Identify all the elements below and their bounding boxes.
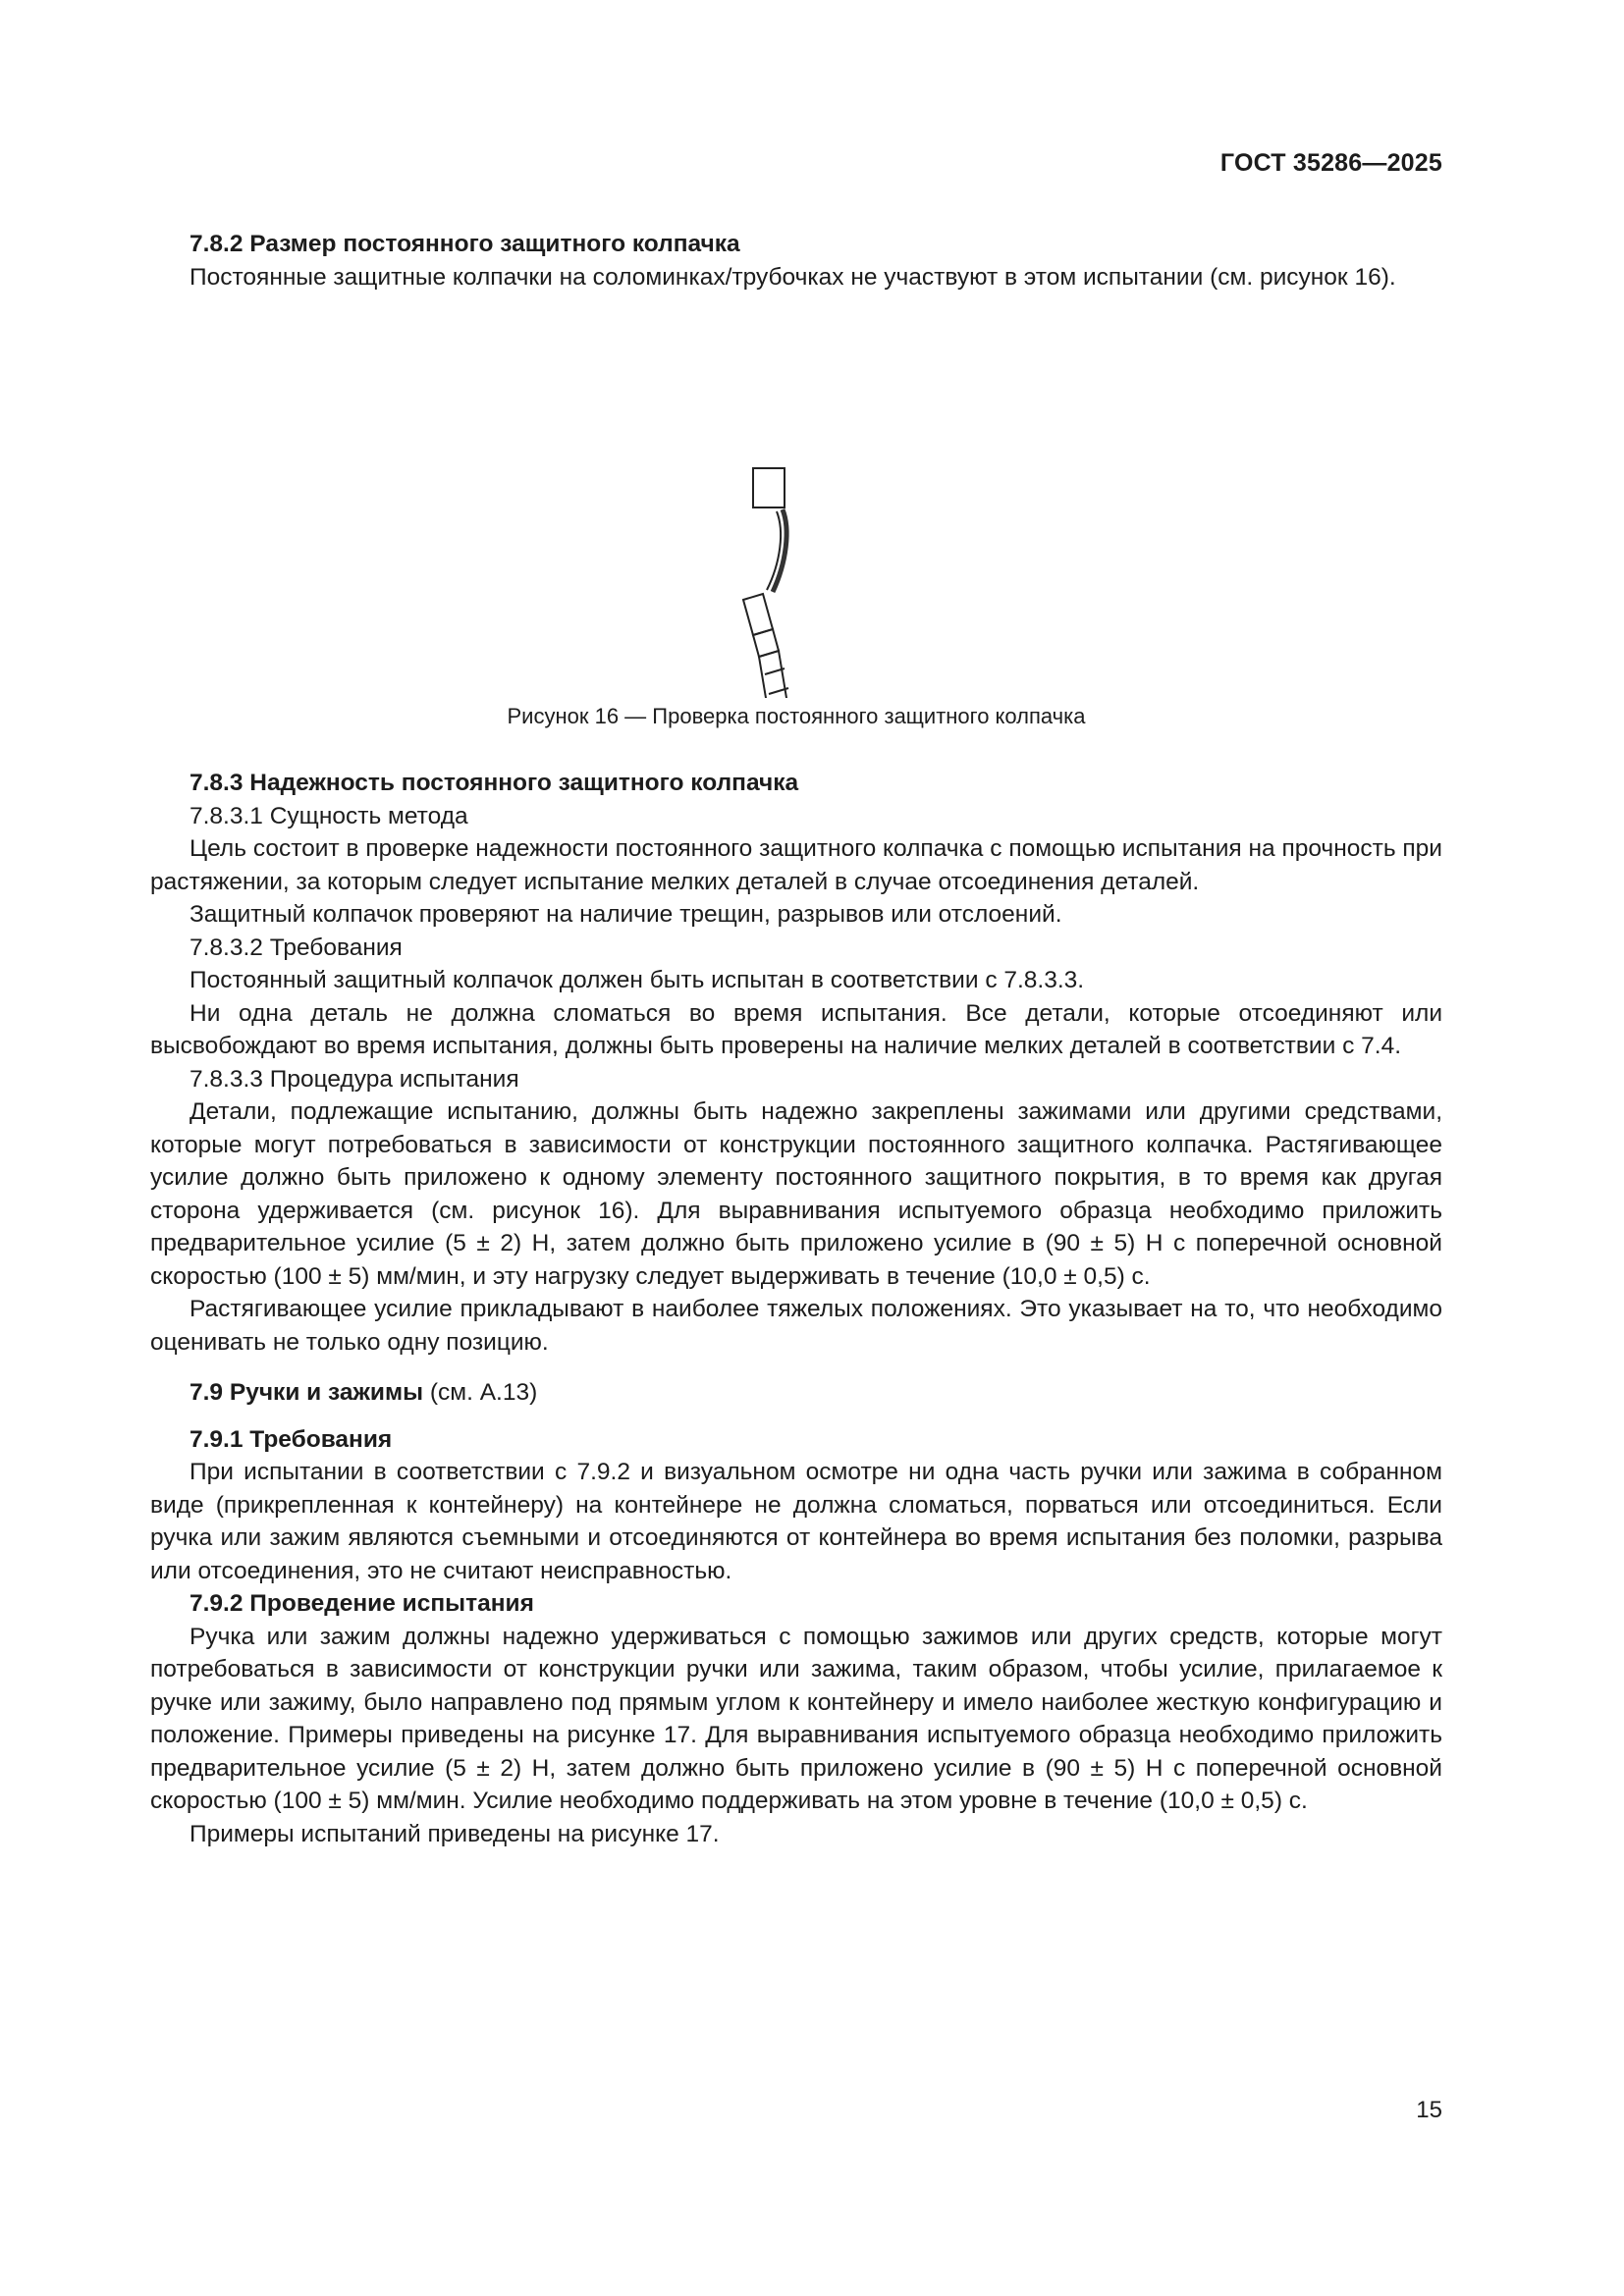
page-content <box>150 228 1442 1850</box>
section-7-9-2-heading: 7.9.2 Проведение испытания <box>189 1590 534 1617</box>
section-7-9-1-heading: 7.9.1 Требования <box>189 1425 393 1453</box>
paragraph: Ручка или зажим должны надежно удерживаться с помощью зажимов или других средств, которые могут потребоваться в зависимости от конструкции ручки или зажима, таким образом, чтобы усилие, прилагаемое к ручке или зажиму, было направлено под прямым углом к контейнеру и имело наиболее жесткую конфигурацию и положение. Примеры приведены на рисунке 17. Для выравнивания испытуемого образца необходимо приложить предварительное усилие (5 ± 2) Н, затем должно быть приложено усилие в (90 ± 5) Н с поперечной основной скоростью (100 ± 5) мм/мин. Усилие необходимо поддерживать на этом уровне в течение (10,0 ± 0,5) с. <box>150 1623 1442 1814</box>
paragraph: При испытании в соответствии с 7.9.2 и визуальном осмотре ни одна часть ручки или зажима в собранном виде (прикрепленная к контейнеру) на контейнере не должна сломаться, порваться или отсоединиться. Если ручка или зажим являются съемными и отсоединяются от контейнера во время испытания без поломки, разрыва или отсоединения, это не считают неисправностью. <box>150 1459 1442 1584</box>
straw-body <box>759 651 792 698</box>
paragraph: Ни одна деталь не должна сломаться во время испытания. Все детали, которые отсоединяют или высвобождают во время испытания, должны быть проверены на наличие мелких деталей в соответствии с 7.4. <box>150 999 1442 1059</box>
paragraph: Примеры испытаний приведены на рисунке 17. <box>189 1820 720 1847</box>
paragraph: Детали, подлежащие испытанию, должны быть надежно закреплены зажимами или другими средствами, которые могут потребоваться в зависимости от конструкции постоянного защитного колпачка. Растягивающее усилие должно быть приложено к одному элементу постоянного защитного покрытия, в то время как другая сторона удерживается (см. рисунок 16). Для выравнивания испытуемого образца необходимо приложить предварительное усилие (5 ± 2) Н, затем должно быть приложено усилие в (90 ± 5) Н с поперечной основной скоростью (100 ± 5) мм/мин, и эту нагрузку следует выдерживать в течение (10,0 ± 0,5) с. <box>150 1098 1442 1290</box>
paragraph: Постоянный защитный колпачок должен быть испытан в соответствии с 7.8.3.3. <box>189 967 1085 993</box>
section-7-9-title: 7.9 Ручки и зажимы <box>189 1379 424 1406</box>
subsection-7-8-3-2: 7.8.3.2 Требования <box>189 934 403 961</box>
section-7-9-reference: (см. А.13) <box>423 1379 538 1406</box>
section-7-8-2-heading: 7.8.2 Размер постоянного защитного колпачка <box>189 231 740 257</box>
paragraph: Растягивающее усилие прикладывают в наиболее тяжелых положениях. Это указывает на то, что необходимо оценивать не только одну позицию. <box>150 1296 1442 1356</box>
subsection-7-8-3-3: 7.8.3.3 Процедура испытания <box>189 1065 519 1093</box>
section-7-9-heading <box>150 1376 1442 1410</box>
paragraph: Цель состоит в проверке надежности постоянного защитного колпачка с помощью испытания на прочность при растяжении, за которым следует испытание мелких деталей в случае отсоединения деталей. <box>150 835 1442 895</box>
page-number: 15 <box>1416 2097 1442 2123</box>
cap-test-drawing <box>150 305 1442 698</box>
section-7-8-2-paragraph: Постоянные защитные колпачки на соломинках/трубочках не участвуют в этом испытании (см. рисунок 16). <box>189 263 1396 291</box>
section-7-8-3-heading: 7.8.3 Надежность постоянного защитного колпачка <box>189 770 799 796</box>
subsection-7-8-3-1: 7.8.3.1 Сущность метода <box>189 802 468 829</box>
figure-16 <box>150 305 1442 767</box>
protective-cap <box>753 468 785 507</box>
paragraph: Защитный колпачок проверяют на наличие трещин, разрывов или отслоений. <box>189 901 1062 928</box>
figure-caption: Рисунок 16 — Проверка постоянного защитного колпачка <box>507 704 1086 728</box>
straw-top <box>743 594 773 635</box>
document-id-header: ГОСТ 35286—2025 <box>1219 149 1442 177</box>
